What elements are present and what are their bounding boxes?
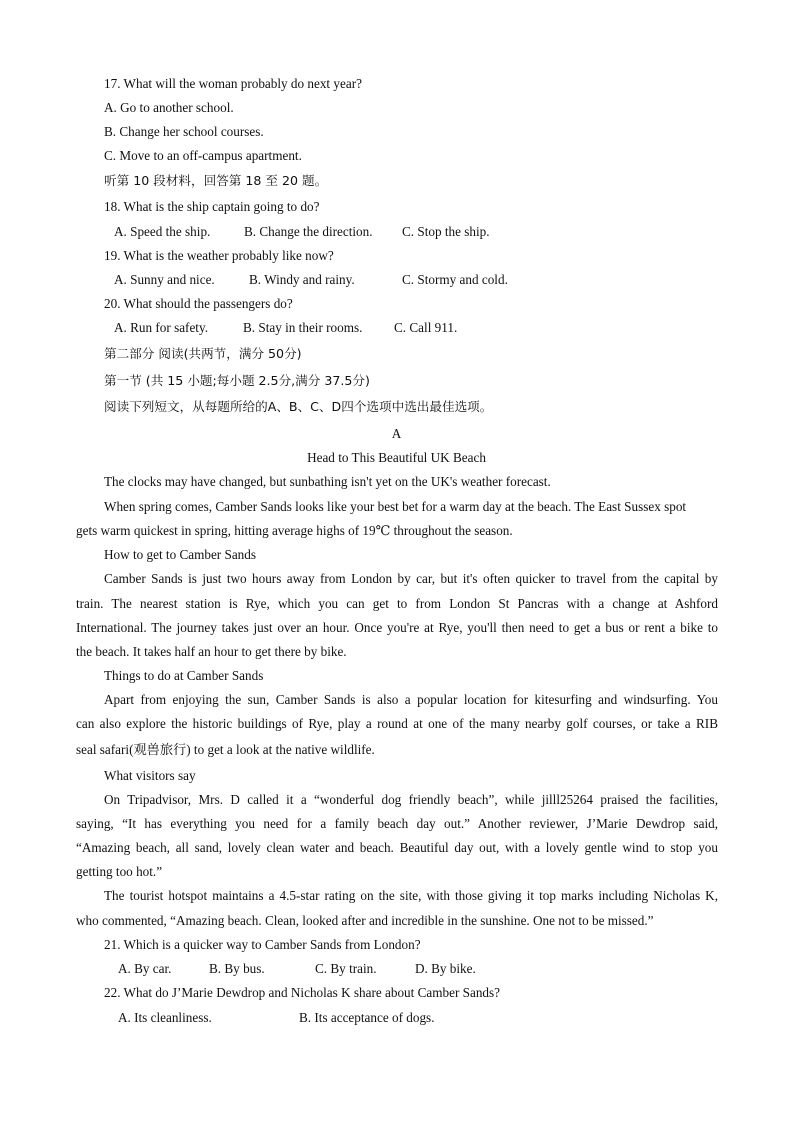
article-paragraph-1: The clocks may have changed, but sunbathing isn't yet on the UK's weather forecast. xyxy=(104,474,551,489)
article-paragraph-3-line-1: Camber Sands is just two hours away from London by car, but it's often quicker to travel from the capital by xyxy=(104,571,718,586)
article-paragraph-3-line-2: train. The nearest station is Rye, which you can get to from London St Pancras with a change at Ashford xyxy=(76,596,718,611)
question-21-option-a: A. By car. xyxy=(118,961,172,976)
section-heading-what-visitors-say: What visitors say xyxy=(104,768,196,783)
article-paragraph-6-line-2: who commented, “Amazing beach. Clean, looked after and incredible in the sunshine. One not to be missed.” xyxy=(76,913,654,928)
question-17-option-b: B. Change her school courses. xyxy=(104,124,264,139)
question-17-option-a: A. Go to another school. xyxy=(104,100,234,115)
question-17-option-c: C. Move to an off-campus apartment. xyxy=(104,148,302,163)
question-22-stem: 22. What do J’Marie Dewdrop and Nicholas K share about Camber Sands? xyxy=(104,985,501,1000)
reading-instruction: 阅读下列短文，从每题所给的A、B、C、D四个选项中选出最佳选项。 xyxy=(104,399,493,414)
article-title: Head to This Beautiful UK Beach xyxy=(307,450,486,465)
question-19-stem: 19. What is the weather probably like now? xyxy=(104,248,334,263)
article-paragraph-4-line-3: seal safari(观兽旅行) to get a look at the native wildlife. xyxy=(76,742,375,757)
question-21-option-c: C. By train. xyxy=(315,961,377,976)
question-20-option-a: A. Run for safety. xyxy=(114,320,208,335)
article-paragraph-5-line-3: “Amazing beach, all sand, lovely clean water and beach. Beautiful day out, with a lovely gentle wind to stop you xyxy=(76,840,718,855)
article-paragraph-5-line-2: saying, “It has everything you need for a family beach day out.” Another reviewer, J’Marie Dewdrop said, xyxy=(76,816,718,831)
article-paragraph-5-line-4: getting too hot.” xyxy=(76,864,163,879)
article-paragraph-2-line-1: When spring comes, Camber Sands looks like your best bet for a warm day at the beach. The East Sussex spot xyxy=(104,499,687,514)
section-1-title: 第一节 (共 15 小题;每小题 2.5分,满分 37.5分) xyxy=(104,373,370,388)
section-heading-things-to-do: Things to do at Camber Sands xyxy=(104,668,264,683)
question-19-option-b: B. Windy and rainy. xyxy=(249,272,355,287)
part-2-title: 第二部分 阅读(共两节，满分 50分) xyxy=(104,346,302,361)
question-21-stem: 21. Which is a quicker way to Camber Sands from London? xyxy=(104,937,421,952)
article-paragraph-3-line-3: International. The journey takes just over an hour. Once you're at Rye, you'll then need to get a bus or rent a bike to xyxy=(76,620,718,635)
passage-10-instruction: 听第 10 段材料，回答第 18 至 20 题。 xyxy=(104,173,328,188)
article-paragraph-5-line-1: On Tripadvisor, Mrs. D called it a “wonderful dog friendly beach”, while jilll25264 praised the facilities, xyxy=(104,792,718,807)
question-18-stem: 18. What is the ship captain going to do? xyxy=(104,199,320,214)
section-heading-how-to-get: How to get to Camber Sands xyxy=(104,547,257,562)
question-18-option-c: C. Stop the ship. xyxy=(402,224,490,239)
question-20-option-b: B. Stay in their rooms. xyxy=(243,320,363,335)
question-17-stem: 17. What will the woman probably do next year? xyxy=(104,76,362,91)
article-paragraph-3-line-4: the beach. It takes half an hour to get there by bike. xyxy=(76,644,347,659)
question-22-option-b: B. Its acceptance of dogs. xyxy=(299,1010,435,1025)
question-20-option-c: C. Call 911. xyxy=(394,320,458,335)
article-paragraph-4-line-1: Apart from enjoying the sun, Camber Sands is also a popular location for kitesurfing and windsurfing. You xyxy=(104,692,718,707)
article-paragraph-6-line-1: The tourist hotspot maintains a 4.5-star rating on the site, with those giving it top marks including Nicholas K, xyxy=(104,888,718,903)
article-letter: A xyxy=(391,426,402,441)
question-21-option-b: B. By bus. xyxy=(209,961,265,976)
question-18-option-a: A. Speed the ship. xyxy=(114,224,211,239)
question-20-stem: 20. What should the passengers do? xyxy=(104,296,293,311)
question-19-option-c: C. Stormy and cold. xyxy=(402,272,508,287)
question-18-option-b: B. Change the direction. xyxy=(244,224,373,239)
article-paragraph-2-line-2: gets warm quickest in spring, hitting average highs of 19℃ throughout the season. xyxy=(76,523,513,538)
article-paragraph-4-line-2: can also explore the historic buildings of Rye, play a round at one of the many nearby golf courses, or take a RIB xyxy=(76,716,718,731)
question-21-option-d: D. By bike. xyxy=(415,961,476,976)
question-19-option-a: A. Sunny and nice. xyxy=(114,272,215,287)
question-22-option-a: A. Its cleanliness. xyxy=(118,1010,212,1025)
